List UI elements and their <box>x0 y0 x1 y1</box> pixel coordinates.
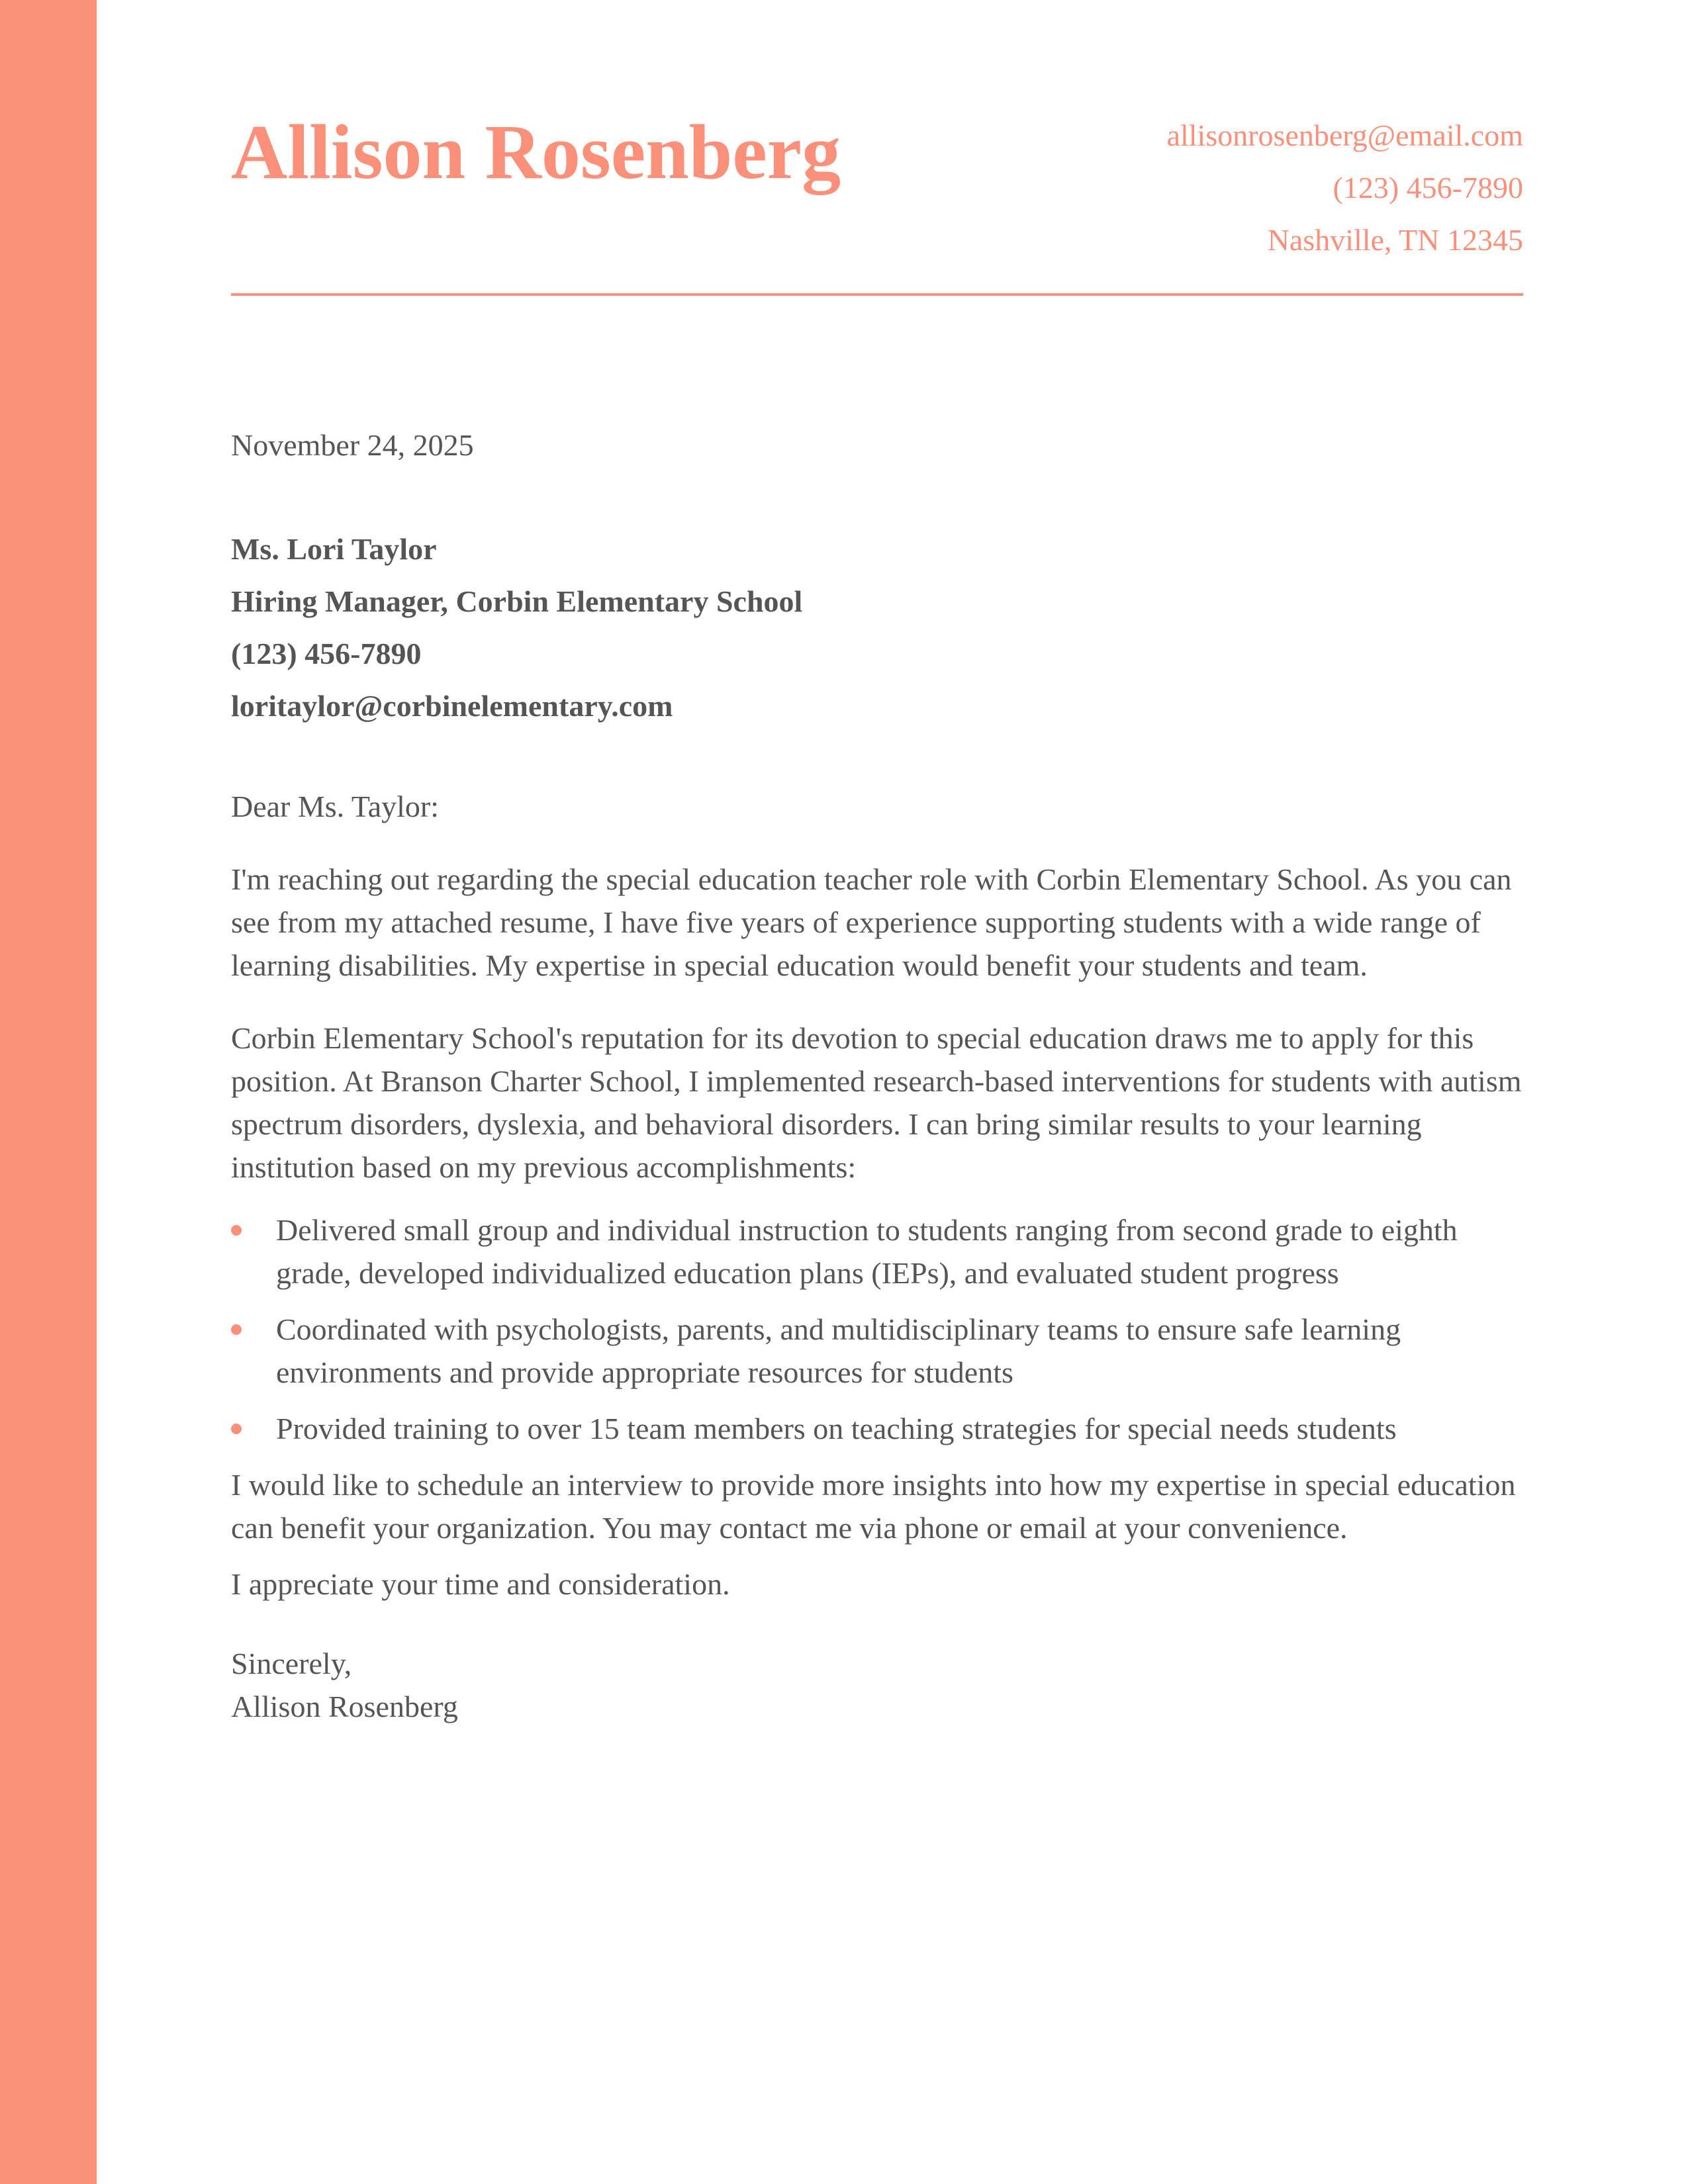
recipient-title: Hiring Manager, Corbin Elementary School <box>231 584 803 618</box>
recipient-email: loritaylor@corbinelementary.com <box>231 689 673 723</box>
recipient-block <box>231 523 1523 732</box>
list-item <box>231 1208 1523 1295</box>
list-item-text: Provided training to over 15 team members on teaching strategies for special needs students <box>276 1412 1397 1445</box>
header-divider <box>231 293 1523 296</box>
signoff-closing: Sincerely, <box>231 1647 352 1680</box>
signoff-block <box>231 1642 1523 1728</box>
salutation: Dear Ms. Taylor: <box>231 790 440 823</box>
signoff-name: Allison Rosenberg <box>231 1690 458 1723</box>
list-item <box>231 1407 1523 1450</box>
letter-header <box>231 109 1523 295</box>
bullet-icon <box>231 1424 242 1434</box>
sender-name: Allison Rosenberg <box>231 109 841 195</box>
accomplishments-list <box>231 1208 1523 1450</box>
paragraph-intro: I'm reaching out regarding the special education teacher role with Corbin Elementary School. As you can see from my attached resume, I have five years of experience supporting students with a wide range of learning disabilities. My expertise in special education would benefit your students and team. <box>231 862 1512 982</box>
paragraph-experience: Corbin Elementary School's reputation for its devotion to special education draws me to apply for this position. At Branson Charter School, I implemented research-based interventions for students with autism spectrum disorders, dyslexia, and behavioral disorders. I can bring similar results to your learning institution based on my previous accomplishments: <box>231 1021 1522 1184</box>
bullet-icon <box>231 1225 242 1236</box>
sender-location: Nashville, TN 12345 <box>1267 223 1523 257</box>
list-item-text: Delivered small group and individual instruction to students ranging from second grade to eighth grade, developed individualized education plans (IEPs), and evaluated student progress <box>276 1213 1458 1290</box>
sender-phone: (123) 456-7890 <box>1333 171 1523 205</box>
list-item <box>231 1308 1523 1394</box>
letter-body <box>231 424 1523 1728</box>
paragraph-thanks: I appreciate your time and consideration. <box>231 1567 730 1601</box>
recipient-name: Ms. Lori Taylor <box>231 532 437 566</box>
recipient-phone: (123) 456-7890 <box>231 637 422 670</box>
side-accent-bar <box>0 0 97 2184</box>
bullet-icon <box>231 1324 242 1335</box>
sender-email: allisonrosenberg@email.com <box>1166 118 1523 152</box>
letter-date: November 24, 2025 <box>231 428 474 462</box>
list-item-text: Coordinated with psychologists, parents, and multidisciplinary teams to ensure safe learning environments and provide appropriate resources for students <box>276 1312 1401 1389</box>
paragraph-closing: I would like to schedule an interview to provide more insights into how my expertise in special education can benefit your organization. You may contact me via phone or email at your convenience. <box>231 1468 1516 1545</box>
sender-contact <box>1167 109 1523 266</box>
